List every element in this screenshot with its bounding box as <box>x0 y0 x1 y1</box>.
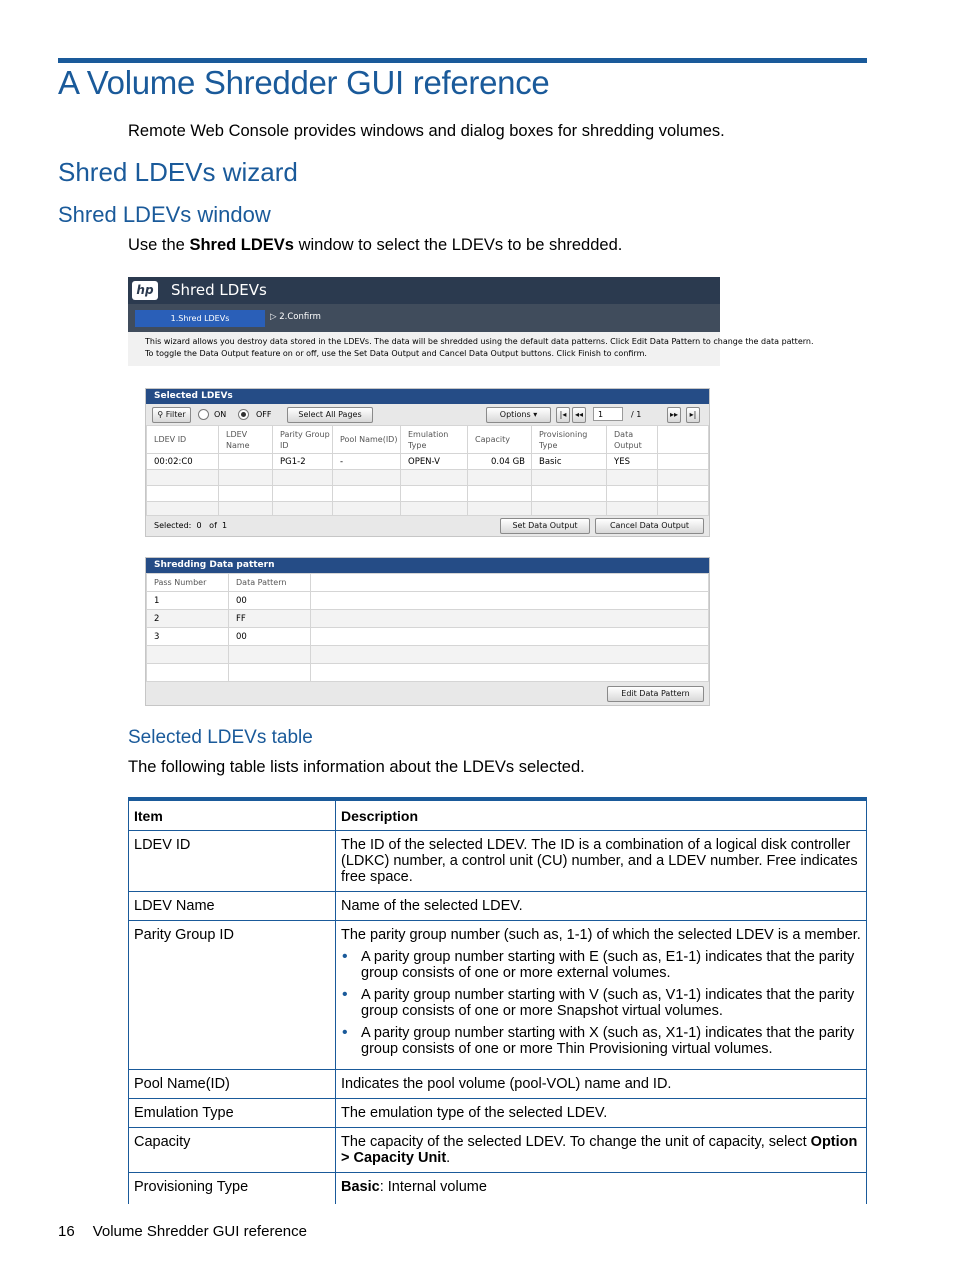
shred-ldevs-screenshot <box>128 277 814 709</box>
table-row <box>129 1070 867 1099</box>
cell: 00 <box>229 592 311 610</box>
edit-data-pattern-button[interactable]: Edit Data Pattern <box>607 686 704 702</box>
table-row[interactable] <box>147 454 709 470</box>
description-bold: Option > Capacity Unit <box>341 1134 858 1166</box>
step-confirm-label: 2.Confirm <box>279 312 321 322</box>
description-cell <box>336 1128 867 1173</box>
table-row[interactable] <box>147 592 709 610</box>
cell: 0.04 GB <box>468 454 532 470</box>
window-header <box>128 277 720 304</box>
selected-ldevs-panel <box>145 388 710 537</box>
cell: 00 <box>229 628 311 646</box>
column-header-empty <box>311 574 709 592</box>
table-row <box>129 1173 867 1205</box>
cell: YES <box>607 454 658 470</box>
bullet-list <box>341 949 862 1057</box>
description-cell: Name of the selected LDEV. <box>336 892 867 921</box>
description-text: . <box>446 1150 451 1166</box>
next-page-icon[interactable]: ▸▸ <box>667 407 681 423</box>
item-cell: LDEV Name <box>129 892 336 921</box>
column-header[interactable]: Data Pattern <box>229 574 311 592</box>
last-page-icon[interactable]: ▸| <box>686 407 700 423</box>
table-row <box>129 892 867 921</box>
cell <box>658 454 709 470</box>
description-text: : Internal volume <box>379 1179 487 1195</box>
table-row <box>129 831 867 892</box>
column-header[interactable]: Pass Number <box>147 574 229 592</box>
list-item: • A parity group number starting with V (such as, V1-1) indicates that the parity group consists of one or more Snapshot virtual volumes. <box>361 987 862 1019</box>
table-row <box>147 486 709 502</box>
selected-ldevs-grid <box>146 425 709 516</box>
cancel-data-output-button[interactable]: Cancel Data Output <box>595 518 704 534</box>
step-shred-ldevs[interactable]: 1.Shred LDEVs <box>135 310 265 327</box>
page-number: 16 <box>58 1223 75 1240</box>
item-cell: Provisioning Type <box>129 1173 336 1205</box>
usage-text-post: window to select the LDEVs to be shredded. <box>293 236 623 254</box>
cell: 1 <box>147 592 229 610</box>
filter-on-radio[interactable] <box>198 409 209 420</box>
table-row <box>129 921 867 1070</box>
item-cell: LDEV ID <box>129 831 336 892</box>
table-heading: Selected LDEVs table <box>128 727 313 748</box>
options-button[interactable]: Options ▾ <box>486 407 551 423</box>
column-header[interactable]: Emulation Type <box>401 426 468 454</box>
page-title: A Volume Shredder GUI reference <box>58 64 550 101</box>
column-header[interactable]: Parity Group ID <box>273 426 333 454</box>
cell: FF <box>229 610 311 628</box>
shredding-pattern-grid <box>146 573 709 682</box>
usage-text-pre: Use the <box>128 236 190 254</box>
table-row <box>147 470 709 486</box>
table-intro-text: The following table lists information about the LDEVs selected. <box>128 758 585 776</box>
description-cell <box>336 1173 867 1205</box>
shredding-pattern-panel <box>145 557 710 706</box>
column-header[interactable]: Data Output <box>607 426 658 454</box>
selected-ldevs-title: Selected LDEVs <box>146 389 709 404</box>
table-header-row <box>129 799 867 831</box>
table-row <box>129 1128 867 1173</box>
description-cell <box>336 921 867 1070</box>
item-cell: Emulation Type <box>129 1099 336 1128</box>
page-input[interactable]: 1 <box>593 407 623 421</box>
selection-status: Selected: 0 of 1 <box>154 521 228 530</box>
cell: 3 <box>147 628 229 646</box>
intro-text: Remote Web Console provides windows and dialog boxes for shredding volumes. <box>128 122 725 140</box>
hp-logo: hp <box>132 281 158 300</box>
cell: OPEN-V <box>401 454 468 470</box>
header-rule <box>58 58 867 63</box>
filter-label: Filter <box>165 410 186 419</box>
grid-header-row <box>147 574 709 592</box>
description-line-1: This wizard allows you destroy data stored in the LDEVs. The data will be shredded using the default data patterns. Click Edit Data Pattern to change the data pattern. <box>145 337 814 346</box>
table-row <box>147 646 709 664</box>
description-cell: The ID of the selected LDEV. The ID is a combination of a logical disk controller (LDKC) number, a control unit (CU) number, and a LDEV number. Free indicates free space. <box>336 831 867 892</box>
wizard-steps <box>128 304 720 332</box>
window-title: Shred LDEVs <box>171 281 267 299</box>
description-cell: The emulation type of the selected LDEV. <box>336 1099 867 1128</box>
on-label: ON <box>214 410 227 419</box>
item-cell: Capacity <box>129 1128 336 1173</box>
section-heading: Shred LDEVs wizard <box>58 157 298 187</box>
filter-button[interactable]: ⚲ Filter <box>152 407 191 423</box>
cell: - <box>333 454 401 470</box>
subsection-heading: Shred LDEVs window <box>58 202 271 227</box>
cell <box>219 454 273 470</box>
page-footer <box>58 1223 325 1240</box>
header-item: Item <box>129 799 336 831</box>
description-bold: Basic <box>341 1179 380 1195</box>
item-cell: Parity Group ID <box>129 921 336 1070</box>
item-cell: Pool Name(ID) <box>129 1070 336 1099</box>
page-total: / 1 <box>631 410 642 419</box>
cell: 2 <box>147 610 229 628</box>
list-item: • A parity group number starting with X (such as, X1-1) indicates that the parity group consists of one or more Thin Provisioning virtual volumes. <box>361 1025 862 1057</box>
description-text: The parity group number (such as, 1-1) of which the selected LDEV is a member. <box>341 927 861 943</box>
shredding-pattern-title: Shredding Data pattern <box>146 558 709 573</box>
first-page-icon[interactable]: |◂ <box>556 407 570 423</box>
table-row[interactable] <box>147 610 709 628</box>
cell: Basic <box>532 454 607 470</box>
previous-page-icon[interactable]: ◂◂ <box>572 407 586 423</box>
filter-off-radio[interactable] <box>238 409 249 420</box>
column-header[interactable]: Pool Name(ID) <box>333 426 401 454</box>
header-description: Description <box>336 799 867 831</box>
cell: PG1-2 <box>273 454 333 470</box>
usage-text-bold: Shred LDEVs <box>189 236 294 254</box>
select-all-pages-button[interactable]: Select All Pages <box>287 407 373 423</box>
wizard-description <box>128 332 814 366</box>
table-row <box>129 1099 867 1128</box>
set-data-output-button[interactable]: Set Data Output <box>500 518 590 534</box>
step-confirm[interactable]: ▷ 2.Confirm <box>270 312 321 322</box>
column-header[interactable]: Provisioning Type <box>532 426 607 454</box>
column-header[interactable]: LDEV Name <box>219 426 273 454</box>
column-header[interactable]: LDEV ID <box>147 426 219 454</box>
column-header-empty <box>658 426 709 454</box>
column-header[interactable]: Capacity <box>468 426 532 454</box>
reference-table <box>128 797 867 1204</box>
table-row <box>147 502 709 516</box>
description-line-2: To toggle the Data Output feature on or off, use the Set Data Output and Cancel Data Output buttons. Click Finish to confirm. <box>145 349 647 358</box>
grid-header-row <box>147 426 709 454</box>
cell: 00:02:C0 <box>147 454 219 470</box>
list-item: • A parity group number starting with E (such as, E1-1) indicates that the parity group consists of one or more external volumes. <box>361 949 862 981</box>
footer-title: Volume Shredder GUI reference <box>92 1223 307 1240</box>
description-cell: Indicates the pool volume (pool-VOL) name and ID. <box>336 1070 867 1099</box>
table-row <box>147 664 709 682</box>
table-row[interactable] <box>147 628 709 646</box>
description-text: The capacity of the selected LDEV. To change the unit of capacity, select <box>341 1134 811 1150</box>
off-label: OFF <box>256 410 272 419</box>
usage-text <box>128 236 622 255</box>
